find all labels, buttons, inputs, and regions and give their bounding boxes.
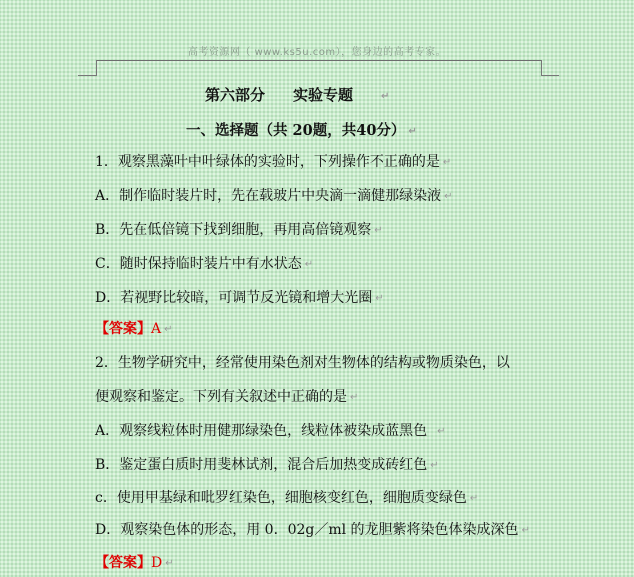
part-title-number: 第六部分: [205, 86, 266, 104]
answer-1: [95, 318, 173, 338]
paragraph-mark: ↵: [304, 259, 314, 270]
answer-label: 【答案】: [95, 321, 151, 337]
part-title: [205, 84, 389, 105]
paragraph-mark: ↵: [350, 392, 359, 403]
crop-mark-left-horizontal: [78, 75, 96, 76]
question-2-line-2: [95, 386, 358, 406]
question-text: 便观察和鉴定。下列有关叙述中正确的是: [95, 389, 347, 405]
crop-mark-left: [96, 60, 97, 76]
part-title-subject: 实验专题: [293, 86, 354, 104]
question-1-option-d: [95, 287, 384, 307]
answer-value: A: [151, 321, 162, 337]
paragraph-mark: ↵: [444, 191, 453, 202]
paragraph-mark: ↵: [408, 126, 417, 137]
paragraph-mark: ↵: [164, 324, 173, 335]
option-text: D．若视野比较暗，可调节反光镜和增大光圈: [95, 290, 373, 306]
header-rule: [96, 60, 541, 61]
answer-2: [95, 552, 174, 572]
question-2-option-d: [95, 519, 530, 539]
option-text: A．观察线粒体时用健那绿染色，线粒体被染成蓝黑色: [95, 423, 428, 439]
paragraph-mark: ↵: [165, 558, 174, 569]
question-text: 2．生物学研究中，经常使用染色剂对生物体的结构或物质染色，以: [95, 355, 510, 371]
question-2-option-b: [95, 454, 439, 474]
answer-label: 【答案】: [95, 555, 151, 571]
paragraph-mark: ↵: [430, 460, 439, 471]
question-2-option-a: [95, 420, 446, 440]
paragraph-mark: ↵: [375, 293, 384, 304]
section-title: [186, 119, 417, 140]
paragraph-mark: ↵: [469, 493, 479, 504]
crop-mark-right-horizontal: [541, 75, 559, 76]
question-text: 1．观察黑藻叶中叶绿体的实验时，下列操作不正确的是: [95, 154, 440, 170]
crop-mark-right: [541, 60, 542, 76]
option-text: B．鉴定蛋白质时用斐林试剂，混合后加热变成砖红色: [95, 457, 428, 473]
section-title-text: 一、选择题（共 20题，共40分）: [186, 122, 406, 139]
answer-value: D: [151, 555, 163, 571]
question-2-line-1: [95, 352, 510, 372]
option-text: D．观察染色体的形态，用 0．02g／ml 的龙胆紫将染色体染成深色: [95, 522, 519, 538]
question-1-option-a: [95, 185, 453, 205]
paragraph-mark: ↵: [374, 225, 383, 236]
question-1-option-b: [95, 219, 383, 239]
option-text: C．随时保持临时装片中有水状态: [95, 256, 302, 272]
question-1-option-c: [95, 253, 313, 273]
question-1: [95, 151, 451, 171]
option-text: c．使用甲基绿和吡罗红染色，细胞核变红色，细胞质变绿色: [95, 490, 467, 506]
paragraph-mark: ↵: [381, 91, 390, 102]
option-text: B．先在低倍镜下找到细胞，再用高倍镜观察: [95, 222, 372, 238]
header-site-text: 高考资源网（ www.ks5u.com），您身边的高考专家。: [187, 47, 447, 58]
paragraph-mark: ↵: [442, 157, 452, 168]
paragraph-mark: ↵: [437, 426, 446, 437]
question-2-option-c: [95, 487, 478, 507]
option-text: A．制作临时装片时，先在载玻片中央滴一滴健那绿染液: [95, 188, 442, 204]
paragraph-mark: ↵: [521, 525, 530, 536]
